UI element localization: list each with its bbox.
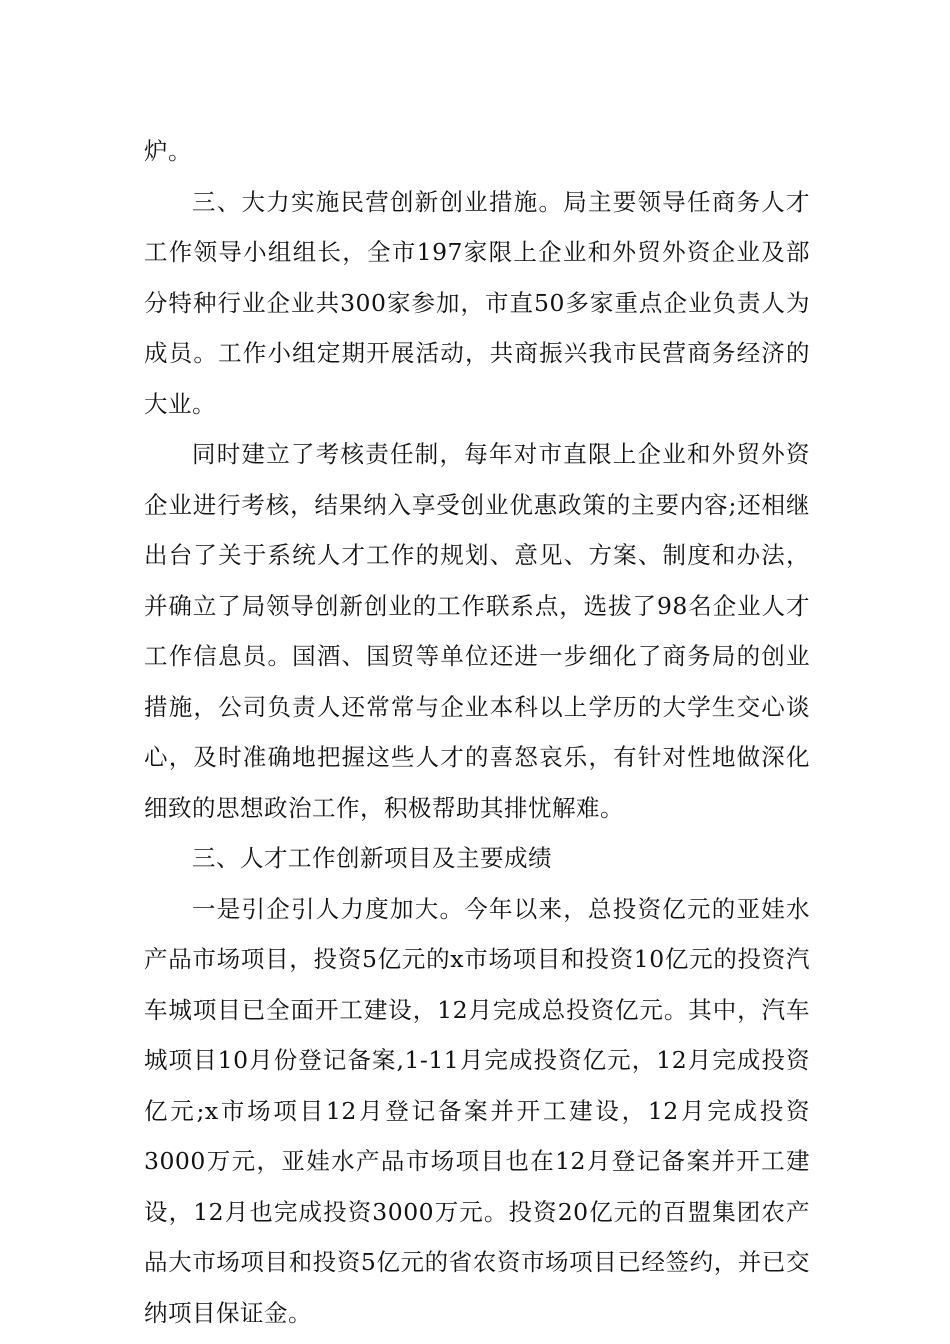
paragraph-assessment: 同时建立了考核责任制，每年对市直限上企业和外贸外资企业进行考核，结果纳入享受创业优惠政策的主要内容;还相继出台了关于系统人才工作的规划、意见、方案、制度和办法，并确立了局领导创新创业的工作联系点，选拔了98名企业人才工作信息员。国酒、国贸等单位还进一步细化了商务局的创业措施，公司负责人还常常与企业本科以上学历的大学生交心谈心，及时准确地把握这些人才的喜怒哀乐，有针对性地做深化细致的思想政治工作，积极帮助其排忧解难。 — [144, 440, 810, 822]
section-heading-talent-projects: 三、人才工作创新项目及主要成绩 — [192, 844, 552, 872]
paragraph-private-innovation: 三、大力实施民营创新创业措施。局主要领导任商务人才工作领导小组组长，全市197家限上企业和外贸外资企业及部分特种行业企业共300家参加，市直50多家重点企业负责人为成员。工作小组定期开展活动，共商振兴我市民营商务经济的大业。 — [144, 187, 810, 418]
paragraph-investment: 一是引企引人力度加大。今年以来，总投资亿元的亚娃水产品市场项目，投资5亿元的x市场项目和投资10亿元的投资汽车城项目已全面开工建设，12月完成总投资亿元。其中，汽车城项目10月份登记备案,1-11月完成投资亿元，12月完成投资亿元;x市场项目12月登记备案并开工建设，12月完成投资3000万元，亚娃水产品市场项目也在12月登记备案并开工建设，12月也完成投资3000万元。投资20亿元的百盟集团农产品大市场项目和投资5亿元的省农资市场项目已经签约，并已交纳项目保证金。 — [144, 894, 810, 1327]
document-body — [144, 126, 810, 1338]
paragraph-continuation: 炉。 — [144, 137, 192, 165]
